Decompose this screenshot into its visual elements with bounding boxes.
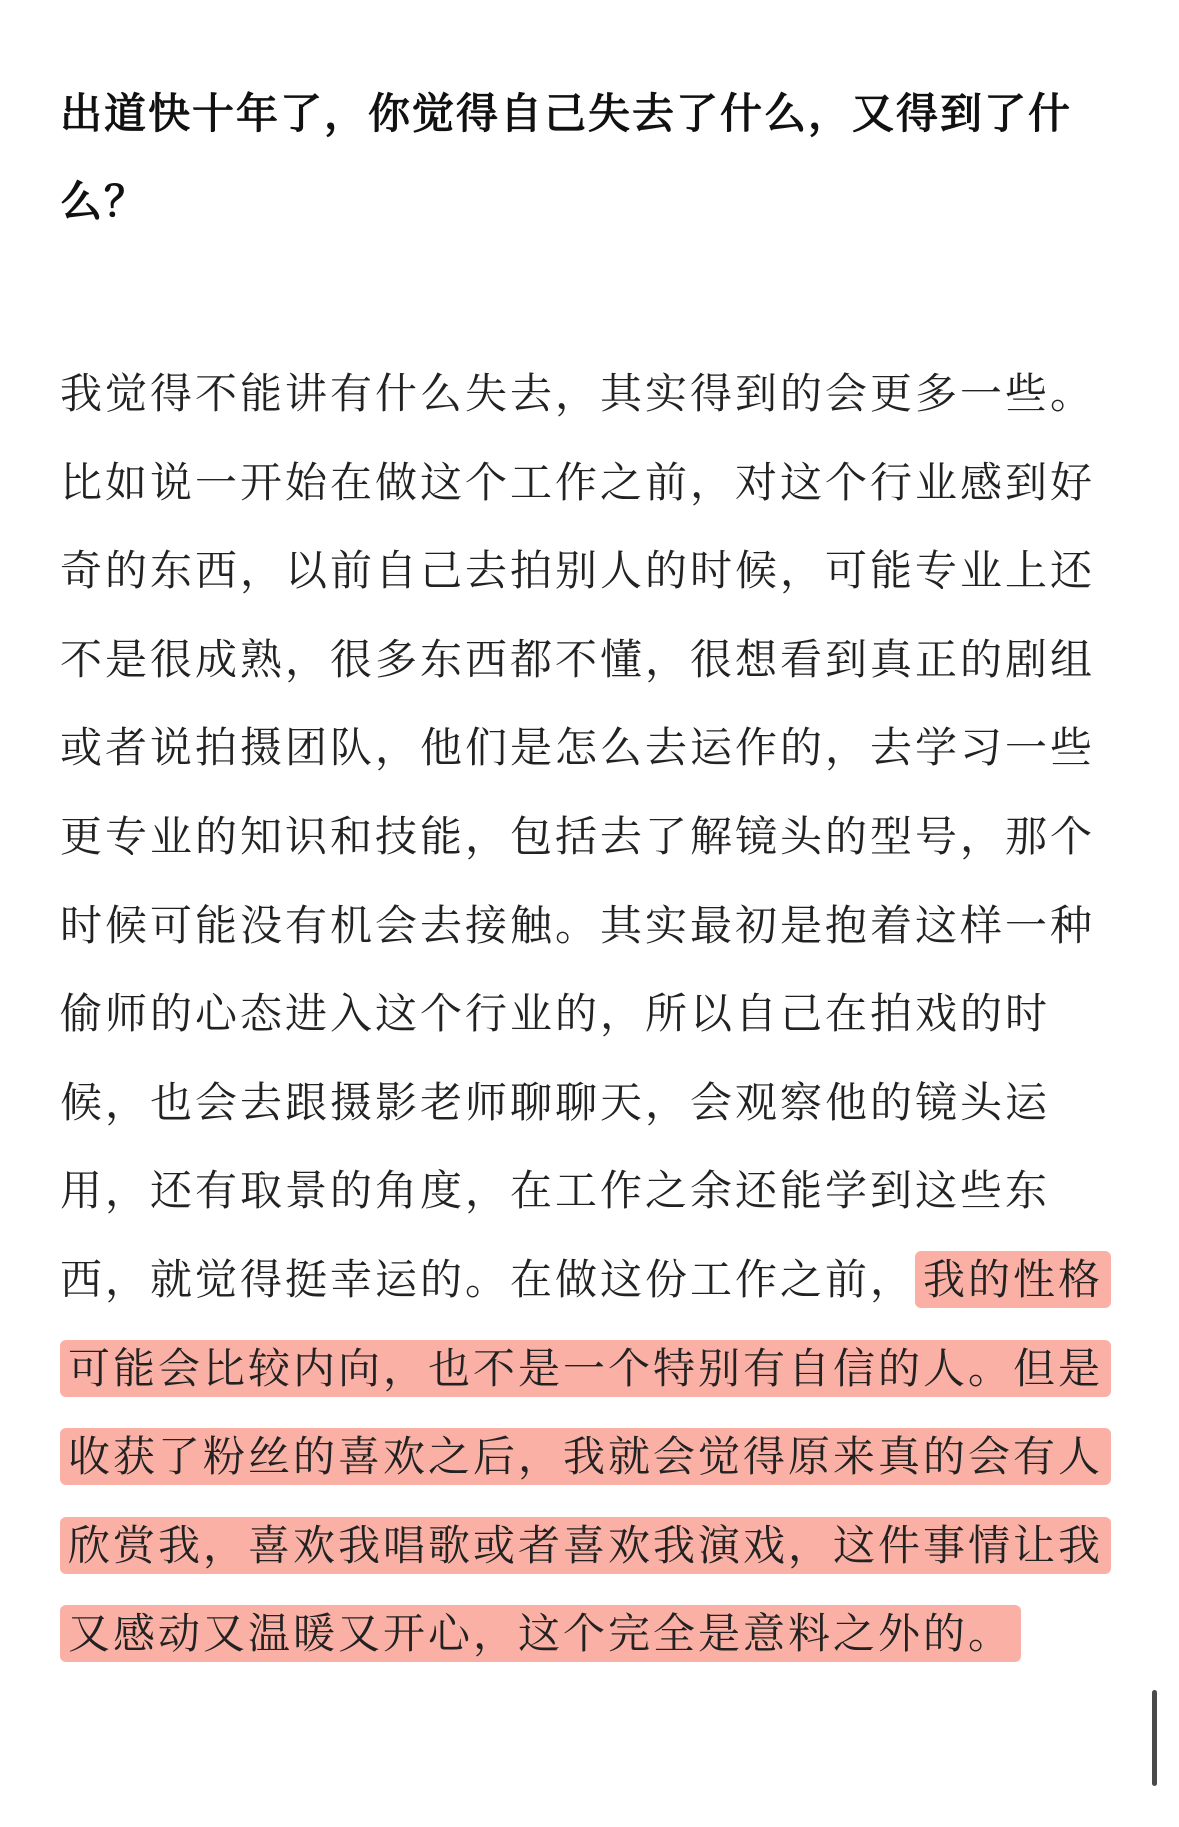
scrollbar-thumb[interactable] [1152,1690,1157,1786]
article [60,70,1120,1679]
answer-text: 我觉得不能讲有什么失去，其实得到的会更多一些。比如说一开始在做这个工作之前，对这个行业感到好奇的东西，以前自己去拍别人的时候，可能专业上还不是很成熟，很多东西都不懂，很想看到真正的剧组或者说拍摄团队，他们是怎么去运作的，去学习一些更专业的知识和技能，包括去了解镜头的型号，那个时候可能没有机会去接触。其实最初是抱着这样一种偷师的心态进入这个行业的，所以自己在拍戏的时候，也会去跟摄影老师聊聊天，会观察他的镜头运用，还有取景的角度，在工作之余还能学到这些东西，就觉得挺幸运的。在做这份工作之前， [60,369,1096,1304]
highlighted-answer-text: 我的性格可能会比较内向，也不是一个特别有自信的人。但是收获了粉丝的喜欢之后，我就会觉得原来真的会有人欣赏我，喜欢我唱歌或者喜欢我演戏，这件事情让我又感动又温暖又开心，这个完全是意料之外的。 [60,1251,1111,1662]
interview-answer [60,350,1120,1679]
interview-question: 出道快十年了，你觉得自己失去了什么，又得到了什么？ [60,89,1073,226]
